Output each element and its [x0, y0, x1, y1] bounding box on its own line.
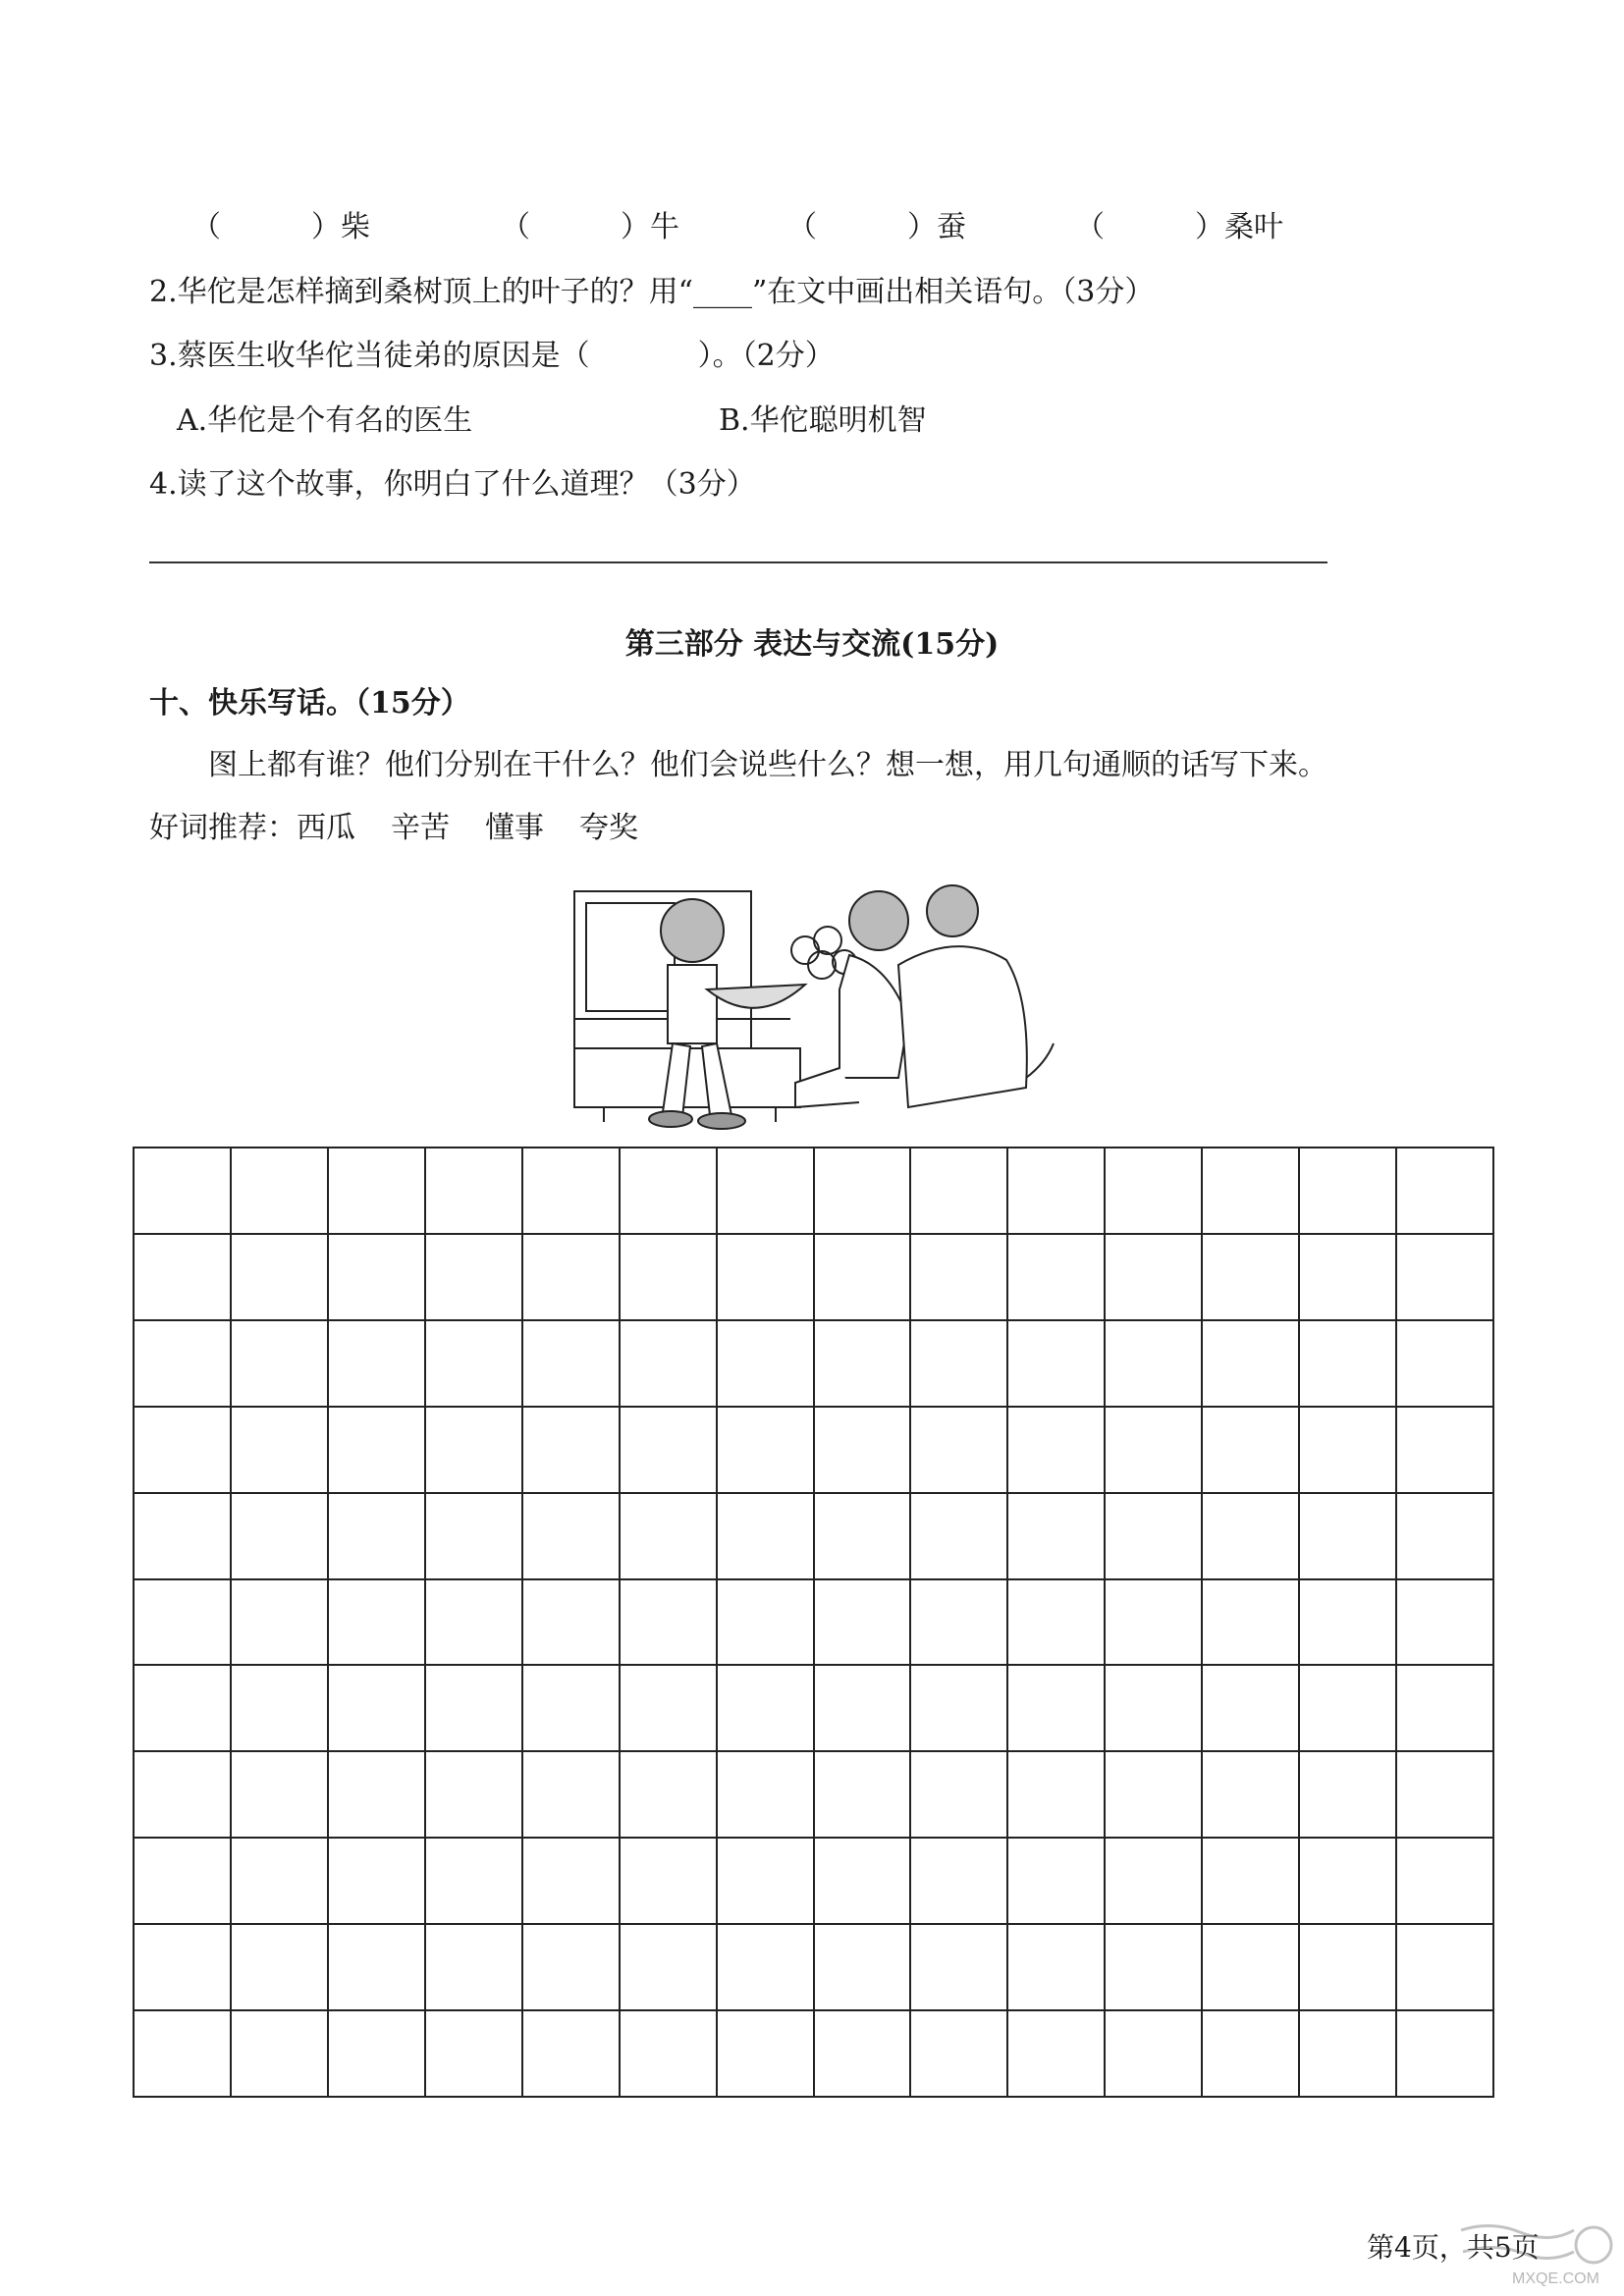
writing-grid[interactable] [133, 1147, 1494, 2098]
grid-cell[interactable] [1300, 1580, 1397, 1667]
tv-screen [586, 903, 675, 1011]
grid-cell[interactable] [815, 1752, 912, 1839]
question-4: 4.读了这个故事，你明白了什么道理？（3分） [149, 467, 756, 502]
word-2: 辛苦 [391, 811, 450, 845]
grid-cell[interactable] [135, 1408, 232, 1494]
word-3: 懂事 [485, 811, 544, 845]
grid-cell[interactable] [523, 1580, 621, 1667]
grid-cell[interactable] [1106, 1925, 1203, 2011]
grid-cell[interactable] [718, 1494, 815, 1580]
grid-cell[interactable] [911, 1235, 1008, 1321]
question-10-heading: 十、快乐写话。（15分） [149, 686, 470, 721]
grid-cell[interactable] [426, 1148, 523, 1235]
grid-cell[interactable] [1300, 1148, 1397, 1235]
q3-option-b: B.华佗聪明机智 [719, 403, 927, 438]
grid-cell[interactable] [1300, 1666, 1397, 1752]
grid-cell[interactable] [1106, 1580, 1203, 1667]
grid-cell[interactable] [1397, 1925, 1494, 2011]
question-2: 2.华佗是怎样摘到桑树顶上的叶子的？用“____”在文中画出相关语句。（3分） [149, 275, 1155, 309]
grid-cell[interactable] [1397, 1752, 1494, 1839]
grid-cell[interactable] [232, 1666, 329, 1752]
grid-cell[interactable] [621, 1839, 718, 1925]
grid-cell[interactable] [1203, 1148, 1300, 1235]
grid-cell[interactable] [329, 1752, 426, 1839]
grid-cell[interactable] [1203, 1321, 1300, 1408]
grid-cell[interactable] [426, 1321, 523, 1408]
grandparent-head [849, 891, 908, 950]
grid-cell[interactable] [426, 1839, 523, 1925]
grid-cell[interactable] [1008, 1925, 1106, 2011]
watermark-text: MXQE.COM [1512, 2270, 1599, 2287]
grid-cell[interactable] [1203, 1580, 1300, 1667]
grid-cell[interactable] [718, 2011, 815, 2098]
grid-cell[interactable] [1300, 1321, 1397, 1408]
grid-cell[interactable] [232, 1494, 329, 1580]
grid-cell[interactable] [815, 1666, 912, 1752]
writing-prompt-illustration [565, 872, 1056, 1135]
grid-cell[interactable] [1203, 1666, 1300, 1752]
grid-cell[interactable] [718, 1408, 815, 1494]
grid-cell[interactable] [523, 1148, 621, 1235]
word-1: 西瓜 [297, 811, 355, 845]
grid-cell[interactable] [135, 1752, 232, 1839]
grid-cell[interactable] [232, 1235, 329, 1321]
grid-cell[interactable] [1203, 1408, 1300, 1494]
grid-cell[interactable] [232, 1925, 329, 2011]
grid-cell[interactable] [1397, 1235, 1494, 1321]
q1-option-4: （ ）桑叶 [1075, 210, 1283, 244]
grid-cell[interactable] [135, 1666, 232, 1752]
grid-cell[interactable] [523, 1235, 621, 1321]
grid-cell[interactable] [718, 1925, 815, 2011]
grid-cell[interactable] [232, 1580, 329, 1667]
word-4: 夸奖 [579, 811, 638, 845]
grid-cell[interactable] [815, 1321, 912, 1408]
grid-cell[interactable] [1106, 1666, 1203, 1752]
grid-cell[interactable] [232, 1148, 329, 1235]
woman-head [927, 885, 978, 936]
q1-options-row [191, 208, 1370, 247]
grid-cell[interactable] [523, 1666, 621, 1752]
grid-cell[interactable] [1106, 2011, 1203, 2098]
q1-option-2: （ ）牛 [501, 210, 679, 244]
grid-cell[interactable] [329, 2011, 426, 2098]
grid-cell[interactable] [329, 1839, 426, 1925]
grid-cell[interactable] [718, 1148, 815, 1235]
grid-cell[interactable] [911, 1925, 1008, 2011]
grid-cell[interactable] [1397, 1666, 1494, 1752]
grid-cell[interactable] [232, 1321, 329, 1408]
grid-cell[interactable] [523, 1925, 621, 2011]
grid-cell[interactable] [1397, 1148, 1494, 1235]
grid-cell[interactable] [621, 1235, 718, 1321]
grid-cell[interactable] [329, 1494, 426, 1580]
grid-cell[interactable] [1008, 1148, 1106, 1235]
grid-cell[interactable] [1300, 1235, 1397, 1321]
grid-cell[interactable] [1203, 1752, 1300, 1839]
grid-cell[interactable] [1300, 2011, 1397, 2098]
grid-cell[interactable] [1008, 1494, 1106, 1580]
grid-cell[interactable] [1008, 1321, 1106, 1408]
grid-cell[interactable] [1300, 1839, 1397, 1925]
grid-cell[interactable] [135, 1235, 232, 1321]
grid-cell[interactable] [329, 1321, 426, 1408]
grid-cell[interactable] [1008, 1408, 1106, 1494]
grid-cell[interactable] [1300, 1752, 1397, 1839]
grid-cell[interactable] [1008, 1752, 1106, 1839]
grid-cell[interactable] [1106, 1839, 1203, 1925]
grid-cell[interactable] [911, 1408, 1008, 1494]
grid-cell[interactable] [1203, 1494, 1300, 1580]
grid-cell[interactable] [426, 1235, 523, 1321]
grid-cell[interactable] [329, 1408, 426, 1494]
grid-cell[interactable] [523, 1321, 621, 1408]
grid-cell[interactable] [1397, 1580, 1494, 1667]
grid-cell[interactable] [815, 1408, 912, 1494]
grid-cell[interactable] [426, 1408, 523, 1494]
grid-cell[interactable] [329, 1925, 426, 2011]
grid-cell[interactable] [718, 1666, 815, 1752]
grid-cell[interactable] [911, 1321, 1008, 1408]
child-body [668, 965, 717, 1043]
grid-cell[interactable] [1203, 2011, 1300, 2098]
grid-cell[interactable] [426, 1666, 523, 1752]
grid-cell[interactable] [232, 2011, 329, 2098]
grid-cell[interactable] [135, 1580, 232, 1667]
grid-cell[interactable] [135, 1321, 232, 1408]
grid-cell[interactable] [523, 2011, 621, 2098]
watermark-logo [1451, 2220, 1618, 2289]
grid-cell[interactable] [1300, 1925, 1397, 2011]
grid-cell[interactable] [815, 1580, 912, 1667]
grid-cell[interactable] [815, 1148, 912, 1235]
grid-cell[interactable] [1008, 2011, 1106, 2098]
grid-cell[interactable] [1008, 1580, 1106, 1667]
grid-cell[interactable] [232, 1839, 329, 1925]
grid-cell[interactable] [523, 1408, 621, 1494]
grid-cell[interactable] [426, 1494, 523, 1580]
grid-cell[interactable] [1397, 1494, 1494, 1580]
grid-cell[interactable] [232, 1752, 329, 1839]
q4-answer-line[interactable] [149, 561, 1327, 563]
grid-cell[interactable] [815, 1839, 912, 1925]
grid-cell[interactable] [1397, 1839, 1494, 1925]
grid-cell[interactable] [1008, 1666, 1106, 1752]
grid-cell[interactable] [523, 1839, 621, 1925]
grid-cell[interactable] [621, 1408, 718, 1494]
grid-cell[interactable] [135, 1148, 232, 1235]
grid-cell[interactable] [911, 1666, 1008, 1752]
question-10-prompt: 图上都有谁？他们分别在干什么？他们会说些什么？想一想，用几句通顺的话写下来。 [208, 748, 1327, 782]
grid-cell[interactable] [621, 1666, 718, 1752]
grid-cell[interactable] [426, 1925, 523, 2011]
grid-cell[interactable] [1300, 1408, 1397, 1494]
q1-option-1: （ ）柴 [191, 210, 370, 244]
sofa [898, 946, 1027, 1107]
grid-cell[interactable] [815, 1235, 912, 1321]
grid-cell[interactable] [329, 1148, 426, 1235]
grid-cell[interactable] [718, 1321, 815, 1408]
child-head [661, 899, 724, 962]
grid-cell[interactable] [815, 2011, 912, 2098]
grid-cell[interactable] [621, 1494, 718, 1580]
q3-option-a: A.华佗是个有名的医生 [177, 403, 473, 438]
grid-cell[interactable] [329, 1580, 426, 1667]
grid-cell[interactable] [911, 1580, 1008, 1667]
grid-cell[interactable] [329, 1666, 426, 1752]
grid-cell[interactable] [621, 1925, 718, 2011]
grid-cell[interactable] [621, 1321, 718, 1408]
grid-cell[interactable] [1203, 1925, 1300, 2011]
grid-cell[interactable] [911, 1752, 1008, 1839]
grid-cell[interactable] [135, 2011, 232, 2098]
grid-cell[interactable] [1203, 1839, 1300, 1925]
grid-cell[interactable] [523, 1752, 621, 1839]
grid-cell[interactable] [426, 1752, 523, 1839]
grid-cell[interactable] [1106, 1752, 1203, 1839]
grid-cell[interactable] [329, 1235, 426, 1321]
grid-cell[interactable] [1397, 2011, 1494, 2098]
grid-cell[interactable] [1106, 1494, 1203, 1580]
grid-cell[interactable] [718, 1235, 815, 1321]
watermelon-icon [707, 985, 805, 1008]
grid-cell[interactable] [1008, 1839, 1106, 1925]
grid-cell[interactable] [1397, 1321, 1494, 1408]
grid-cell[interactable] [523, 1494, 621, 1580]
grid-cell[interactable] [426, 1580, 523, 1667]
grid-cell[interactable] [1106, 1235, 1203, 1321]
watermark-circle-icon [1576, 2227, 1611, 2263]
grid-cell[interactable] [911, 2011, 1008, 2098]
grid-cell[interactable] [1008, 1235, 1106, 1321]
recommended-words [149, 809, 638, 848]
grid-cell[interactable] [621, 1752, 718, 1839]
grid-cell[interactable] [1397, 1408, 1494, 1494]
grid-cell[interactable] [232, 1408, 329, 1494]
grid-cell[interactable] [621, 1148, 718, 1235]
grid-cell[interactable] [815, 1925, 912, 2011]
grid-cell[interactable] [135, 1494, 232, 1580]
grid-cell[interactable] [1106, 1408, 1203, 1494]
grid-cell[interactable] [718, 1839, 815, 1925]
question-3: 3.蔡医生收华佗当徒弟的原因是（ ）。（2分） [149, 339, 835, 373]
recommended-words-label: 好词推荐： [149, 811, 297, 845]
grid-cell[interactable] [911, 1839, 1008, 1925]
q1-option-3: （ ）蚕 [787, 210, 966, 244]
grid-cell[interactable] [1106, 1148, 1203, 1235]
grid-cell[interactable] [815, 1494, 912, 1580]
grid-cell[interactable] [1300, 1494, 1397, 1580]
grid-cell[interactable] [911, 1148, 1008, 1235]
tv-cabinet [574, 891, 751, 1048]
grid-cell[interactable] [1203, 1235, 1300, 1321]
grid-cell[interactable] [718, 1580, 815, 1667]
page-number: 第4页，共5页 [1367, 2231, 1540, 2264]
grid-cell[interactable] [135, 1839, 232, 1925]
grid-cell[interactable] [135, 1925, 232, 2011]
grid-cell[interactable] [718, 1752, 815, 1839]
section-3-title: 第三部分 表达与交流(15分) [624, 627, 1000, 662]
grid-cell[interactable] [911, 1494, 1008, 1580]
grid-cell[interactable] [1106, 1321, 1203, 1408]
grid-cell[interactable] [426, 2011, 523, 2098]
grid-cell[interactable] [621, 2011, 718, 2098]
grid-cell[interactable] [621, 1580, 718, 1667]
